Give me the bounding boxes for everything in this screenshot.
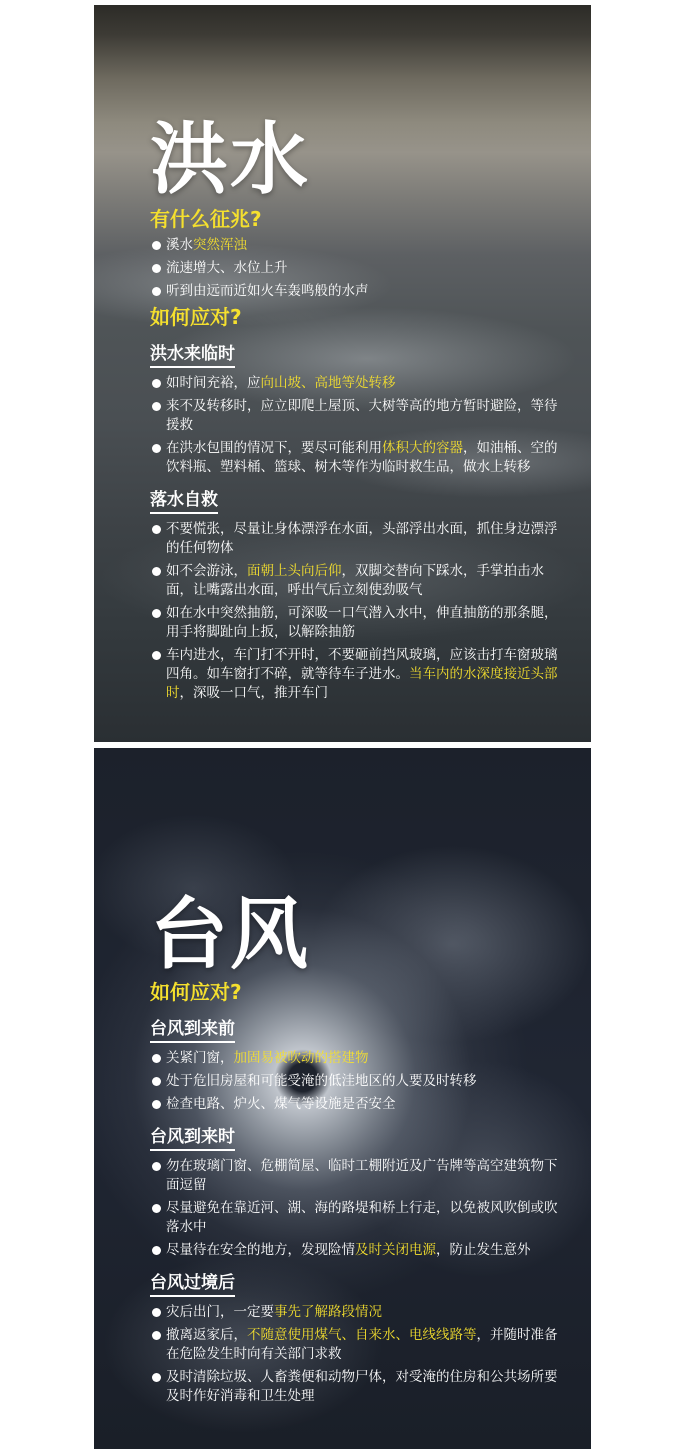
- bullet-icon: [152, 1331, 161, 1340]
- list-item: [150, 1049, 570, 1068]
- flood-section-selfrescue: [150, 489, 570, 703]
- highlight-text: 面朝上头向后仰: [247, 563, 342, 579]
- item-text: 如不会游泳，: [166, 563, 247, 579]
- bullet-icon: [152, 1308, 161, 1317]
- bullet-icon: [152, 1204, 161, 1213]
- bullet-icon: [152, 1054, 161, 1063]
- list-item: [150, 439, 570, 477]
- typhoon-section-during: [150, 1126, 570, 1260]
- flood-section-arrival-heading: 洪水来临时: [150, 343, 235, 368]
- item-text: 不要慌张，尽量让身体漂浮在水面，头部浮出水面，抓住身边漂浮的任何物体: [166, 521, 558, 556]
- item-text: ，如油桶、空的饮料瓶、塑料桶、篮球、树木等作为临时救生品，做水上转移: [166, 440, 558, 475]
- flood-title: 洪水: [150, 115, 311, 205]
- item-text: 如时间充裕，应: [166, 375, 261, 391]
- flood-section-selfrescue-heading: 落水自救: [150, 489, 218, 514]
- list-item: [150, 397, 570, 435]
- highlight-text: 突然浑浊: [193, 237, 247, 253]
- typhoon-section-before-heading: 台风到来前: [150, 1018, 235, 1043]
- item-text: 灾后出门，一定要: [166, 1304, 274, 1320]
- highlight-text: 加固易被吹动的搭建物: [233, 1050, 369, 1066]
- list-item: [150, 646, 570, 703]
- item-text: 关紧门窗，: [166, 1050, 234, 1066]
- item-text: 听到由远而近如火车轰鸣般的水声: [166, 283, 369, 299]
- list-item: [150, 259, 570, 278]
- typhoon-section-after-heading: 台风过境后: [150, 1272, 235, 1297]
- list-item: [150, 1095, 570, 1114]
- highlight-text: 当车内的水深度接近头部时: [166, 666, 558, 701]
- item-text: ，并随时准备在危险发生时向有关部门求救: [166, 1327, 558, 1362]
- typhoon-section-before: [150, 1018, 570, 1114]
- item-text: ，双脚交替向下踩水，手掌拍击水面，让嘴露出水面，呼出气后立刻使劲吸气: [166, 563, 544, 598]
- item-text: 撤离返家后，: [166, 1327, 247, 1343]
- bullet-icon: [152, 1100, 161, 1109]
- item-text: ，深吸一口气，推开车门: [179, 685, 328, 701]
- list-item: [150, 1303, 570, 1322]
- flood-signs-block: [150, 207, 570, 305]
- flood-section-selfrescue-list: [150, 520, 570, 703]
- item-text: 在洪水包围的情况下，要尽可能利用: [166, 440, 382, 456]
- bullet-icon: [152, 241, 161, 250]
- list-item: [150, 1072, 570, 1091]
- bullet-icon: [152, 444, 161, 453]
- list-item: [150, 282, 570, 301]
- typhoon-response-heading: 如何应对?: [150, 980, 242, 1004]
- bullet-icon: [152, 1162, 161, 1171]
- bullet-icon: [152, 287, 161, 296]
- item-text: 及时清除垃圾、人畜粪便和动物尸体，对受淹的住房和公共场所要及时作好消毒和卫生处理: [166, 1369, 558, 1404]
- list-item: [150, 604, 570, 642]
- typhoon-section-during-heading: 台风到来时: [150, 1126, 235, 1151]
- highlight-text: 及时关闭电源: [355, 1242, 436, 1258]
- bullet-icon: [152, 651, 161, 660]
- typhoon-section-after: [150, 1272, 570, 1406]
- highlight-text: 体积大的容器: [382, 440, 463, 456]
- typhoon-section-during-list: [150, 1157, 570, 1260]
- list-item: [150, 1241, 570, 1260]
- flood-response-block: [150, 305, 570, 707]
- typhoon-section-before-list: [150, 1049, 570, 1114]
- item-text: 溪水: [166, 237, 193, 253]
- highlight-text: 向山坡、高地等处转移: [260, 375, 396, 391]
- item-text: 车内进水，车门打不开时，不要砸前挡风玻璃，应该击打车窗玻璃四角。如车窗打不碎，就等待车子进水。: [166, 647, 558, 682]
- bullet-icon: [152, 402, 161, 411]
- item-text: 如在水中突然抽筋，可深吸一口气潜入水中，伸直抽筋的那条腿，用手将脚趾向上扳，以解除抽筋: [166, 605, 558, 640]
- list-item: [150, 1368, 570, 1406]
- flood-section-arrival-list: [150, 374, 570, 477]
- flood-response-heading: 如何应对?: [150, 305, 242, 329]
- list-item: [150, 520, 570, 558]
- bullet-icon: [152, 525, 161, 534]
- bullet-icon: [152, 379, 161, 388]
- item-text: 流速增大、水位上升: [166, 260, 288, 276]
- item-text: 尽量待在安全的地方，发现险情: [166, 1242, 355, 1258]
- list-item: [150, 236, 570, 255]
- highlight-text: 事先了解路段情况: [274, 1304, 382, 1320]
- list-item: [150, 374, 570, 393]
- bullet-icon: [152, 1077, 161, 1086]
- item-text: 尽量避免在靠近河、湖、海的路堤和桥上行走，以免被风吹倒或吹落水中: [166, 1200, 558, 1235]
- typhoon-response-block: [150, 980, 570, 1410]
- list-item: [150, 1157, 570, 1195]
- item-text: 来不及转移时，应立即爬上屋顶、大树等高的地方暂时避险，等待援救: [166, 398, 558, 433]
- list-item: [150, 1326, 570, 1364]
- typhoon-title: 台风: [150, 890, 311, 980]
- typhoon-section-after-list: [150, 1303, 570, 1406]
- bullet-icon: [152, 609, 161, 618]
- flood-signs-list: [150, 236, 570, 301]
- item-text: 检查电路、炉火、煤气等设施是否安全: [166, 1096, 396, 1112]
- flood-signs-heading: 有什么征兆?: [150, 207, 262, 231]
- list-item: [150, 562, 570, 600]
- bullet-icon: [152, 567, 161, 576]
- bullet-icon: [152, 1246, 161, 1255]
- flood-section-arrival: [150, 343, 570, 477]
- bullet-icon: [152, 1373, 161, 1382]
- highlight-text: 不随意使用煤气、自来水、电线线路等: [247, 1327, 477, 1343]
- item-text: 处于危旧房屋和可能受淹的低洼地区的人要及时转移: [166, 1073, 477, 1089]
- typhoon-panel: [94, 748, 591, 1449]
- bullet-icon: [152, 264, 161, 273]
- item-text: 勿在玻璃门窗、危棚简屋、临时工棚附近及广告牌等高空建筑物下面逗留: [166, 1158, 558, 1193]
- list-item: [150, 1199, 570, 1237]
- flood-panel: [94, 5, 591, 742]
- item-text: ，防止发生意外: [436, 1242, 531, 1258]
